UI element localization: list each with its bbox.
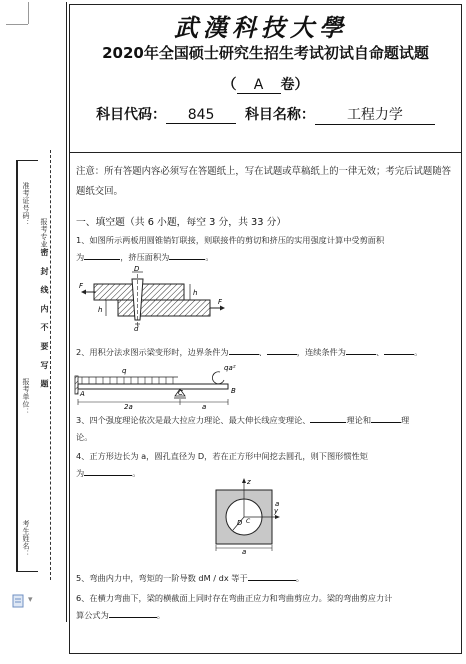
- paper-prefix: （: [222, 77, 237, 93]
- label-f-right: F: [218, 298, 223, 306]
- paper-type: [69, 74, 462, 94]
- fixed-support: [75, 376, 78, 394]
- question-text: 1、如图所示两板用圆锥销钉联接，则联接件的剪切和挤压的实用强度计算中受剪面积: [76, 235, 385, 245]
- exam-notice: 注意：所有答题内容必须写在答题纸上，写在试题或草稿纸上的一律无效；考完后试题随答题纸交回。: [76, 166, 452, 197]
- answer-blank[interactable]: [310, 412, 346, 423]
- strip-field-label: 准考证号码：: [22, 182, 30, 227]
- strip-field-label: 报考单位：: [22, 378, 30, 416]
- margin-line: [66, 2, 67, 622]
- question-text: 算公式为 。: [76, 607, 456, 624]
- subject-code-label: 科目代码：: [96, 107, 167, 123]
- section-title: 一、填空题（共 6 小题，每空 3 分，共 33 分）: [76, 217, 287, 228]
- moment-arrow: [212, 372, 224, 384]
- strip-field-label: 报考专业：: [40, 218, 48, 256]
- header-divider: [69, 152, 462, 153]
- subject-code-value: 845: [166, 107, 236, 124]
- label-d-lower: d: [134, 325, 139, 332]
- question-1: [76, 232, 456, 266]
- figure-square-hole: [206, 476, 288, 554]
- answer-blank[interactable]: [371, 412, 401, 423]
- answer-blank[interactable]: [346, 344, 376, 355]
- question-text: 4、正方形边长为 a，圆孔直径为 D，若在正方形中间挖去圆孔，则下图形惯性矩: [76, 451, 368, 461]
- question-text: 6、在横力弯曲下，梁的横截面上同时存在弯曲正应力和弯曲剪应力。梁的弯曲剪应力计: [76, 593, 393, 603]
- label-z: z: [247, 478, 251, 486]
- corner-mark: [28, 2, 29, 24]
- answer-blank[interactable]: [84, 465, 132, 476]
- label-h-upper: h: [193, 289, 198, 297]
- answer-blank[interactable]: [267, 344, 297, 355]
- answer-blank[interactable]: [248, 570, 296, 581]
- label-d-upper: D: [134, 266, 140, 273]
- answer-blank[interactable]: [84, 249, 120, 260]
- document-icon[interactable]: [12, 594, 24, 608]
- label-q: q: [122, 367, 127, 375]
- exam-title: 2020年全国硕士研究生招生考试初试自命题试题: [102, 44, 429, 62]
- label-f-left: F: [79, 282, 84, 290]
- label-a-bottom: a: [242, 548, 247, 554]
- label-span-2a: 2a: [124, 403, 133, 410]
- question-3: [76, 412, 456, 446]
- label-qa2: qa²: [224, 364, 236, 372]
- figure-beam: [74, 362, 244, 410]
- force-arrow: [81, 290, 86, 295]
- lower-plate: [118, 300, 210, 316]
- chevron-down-icon[interactable]: ▾: [28, 595, 33, 605]
- label-y: y: [274, 507, 279, 515]
- label-a-right: a: [275, 500, 280, 508]
- force-arrow: [220, 306, 225, 311]
- question-5: 5、弯曲内力中，弯矩的一阶导数 dM / dx 等于 。: [76, 570, 456, 587]
- label-c: C: [178, 389, 183, 397]
- seal-warning: 密 封 线 内 不 要 写 题: [40, 248, 49, 392]
- distributed-load: [82, 377, 173, 384]
- label-a: A: [80, 390, 85, 398]
- subject-name-value: 工程力学: [315, 104, 435, 125]
- paper-type-value: A: [237, 77, 281, 94]
- question-2: 2、用积分法求图示梁变形时，边界条件为 、 ，连续条件为 、 。: [76, 344, 456, 361]
- school-logo: 武漢科技大學: [174, 13, 348, 42]
- answer-blank[interactable]: [384, 344, 414, 355]
- figure-pin-joint: [76, 266, 236, 332]
- strip-field-label: 考生姓名：: [22, 520, 30, 558]
- label-b: B: [231, 387, 236, 395]
- corner-mark: [6, 24, 28, 25]
- label-c: C: [246, 518, 251, 525]
- label-span-a: a: [202, 403, 207, 410]
- label-d: D: [237, 519, 243, 527]
- paper-suffix: 卷）: [280, 77, 309, 93]
- question-text: 3、四个强度理论依次是最大拉应力理论、最大伸长线应变理论、 理论和 理: [76, 412, 456, 429]
- subject-name-label: 科目名称：: [244, 107, 315, 123]
- answer-blank[interactable]: [109, 607, 157, 618]
- question-text: 论。: [76, 432, 93, 442]
- question-text: 为 ，挤压面积为 。: [76, 249, 456, 266]
- answer-blank[interactable]: [169, 249, 205, 260]
- label-h-lower: h: [98, 306, 103, 314]
- seal-line: [50, 150, 51, 580]
- subject-row: [69, 104, 462, 125]
- question-text: 为 。: [76, 465, 456, 482]
- beam-body: [78, 384, 228, 389]
- answer-blank[interactable]: [229, 344, 259, 355]
- question-6: [76, 590, 456, 624]
